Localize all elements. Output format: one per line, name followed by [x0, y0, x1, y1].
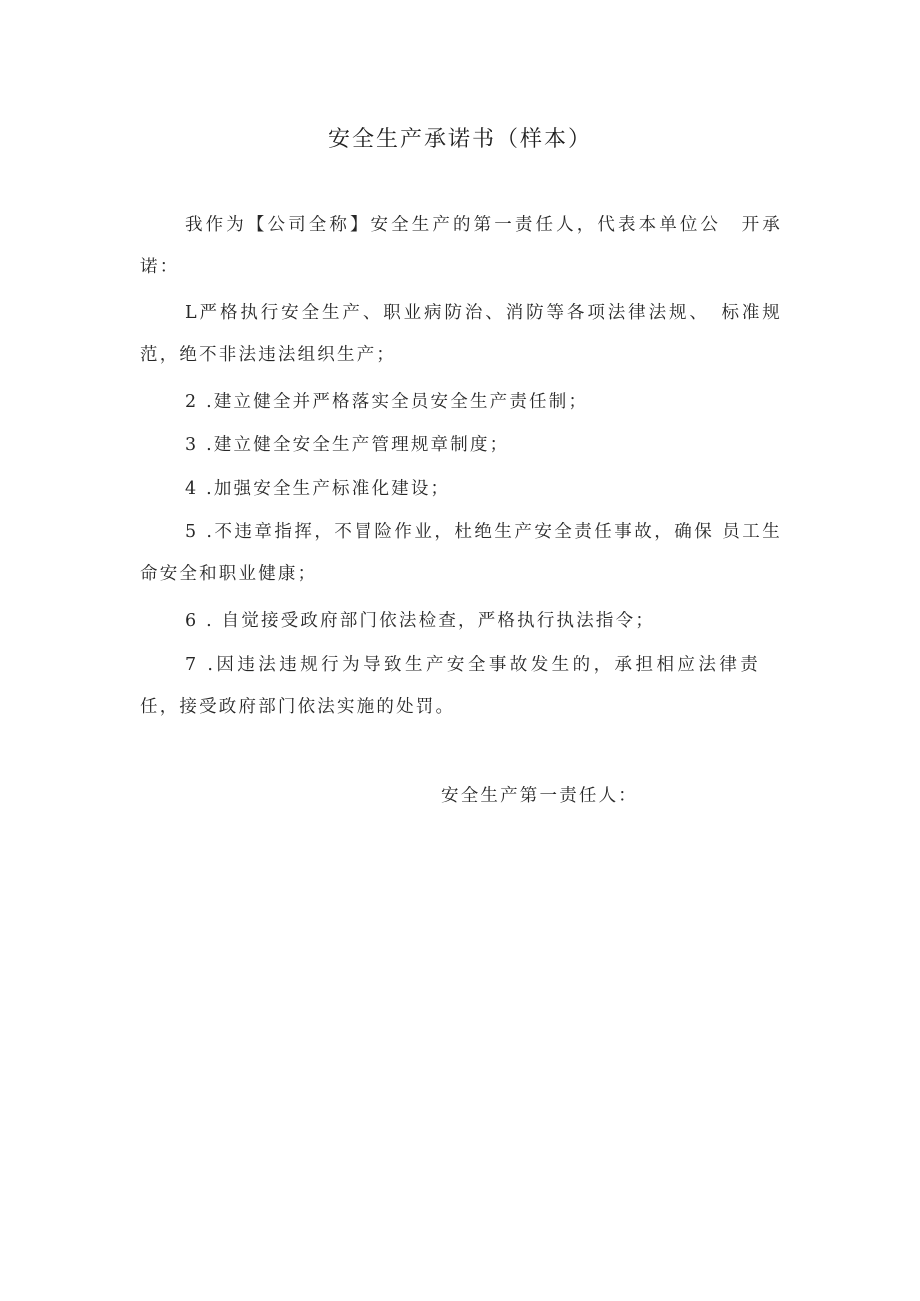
commitment-item-3: 3 .建立健全安全生产管理规章制度； — [185, 435, 510, 455]
signature-label: 安全生产第一责任人： — [441, 786, 638, 806]
document-title: 安全生产承诺书（样本） — [327, 127, 592, 152]
commitment-item-2: 2 .建立健全并严格落实全员安全生产责任制； — [185, 392, 589, 412]
commitment-item-6: 6 . 自觉接受政府部门依法检查，严格执行执法指令； — [185, 611, 656, 631]
commitment-item-5: 5 .不违章指挥，不冒险作业，杜绝生产安全责任事故，确保 员工生命安全和职业健康； — [140, 522, 782, 584]
intro-paragraph: 我作为【公司全称】安全生产的第一责任人，代表本单位公 开承诺： — [140, 215, 782, 277]
commitment-item-4: 4 .加强安全生产标准化建设； — [185, 479, 451, 499]
commitment-item-7: 7 .因违法违规行为导致生产安全事故发生的，承担相应法律责任，接受政府部门依法实施的处罚。 — [140, 655, 760, 717]
commitment-item-1: L严格执行安全生产、职业病防治、消防等各项法律法规、 标准规范，绝不非法违法组织生产； — [140, 303, 782, 365]
